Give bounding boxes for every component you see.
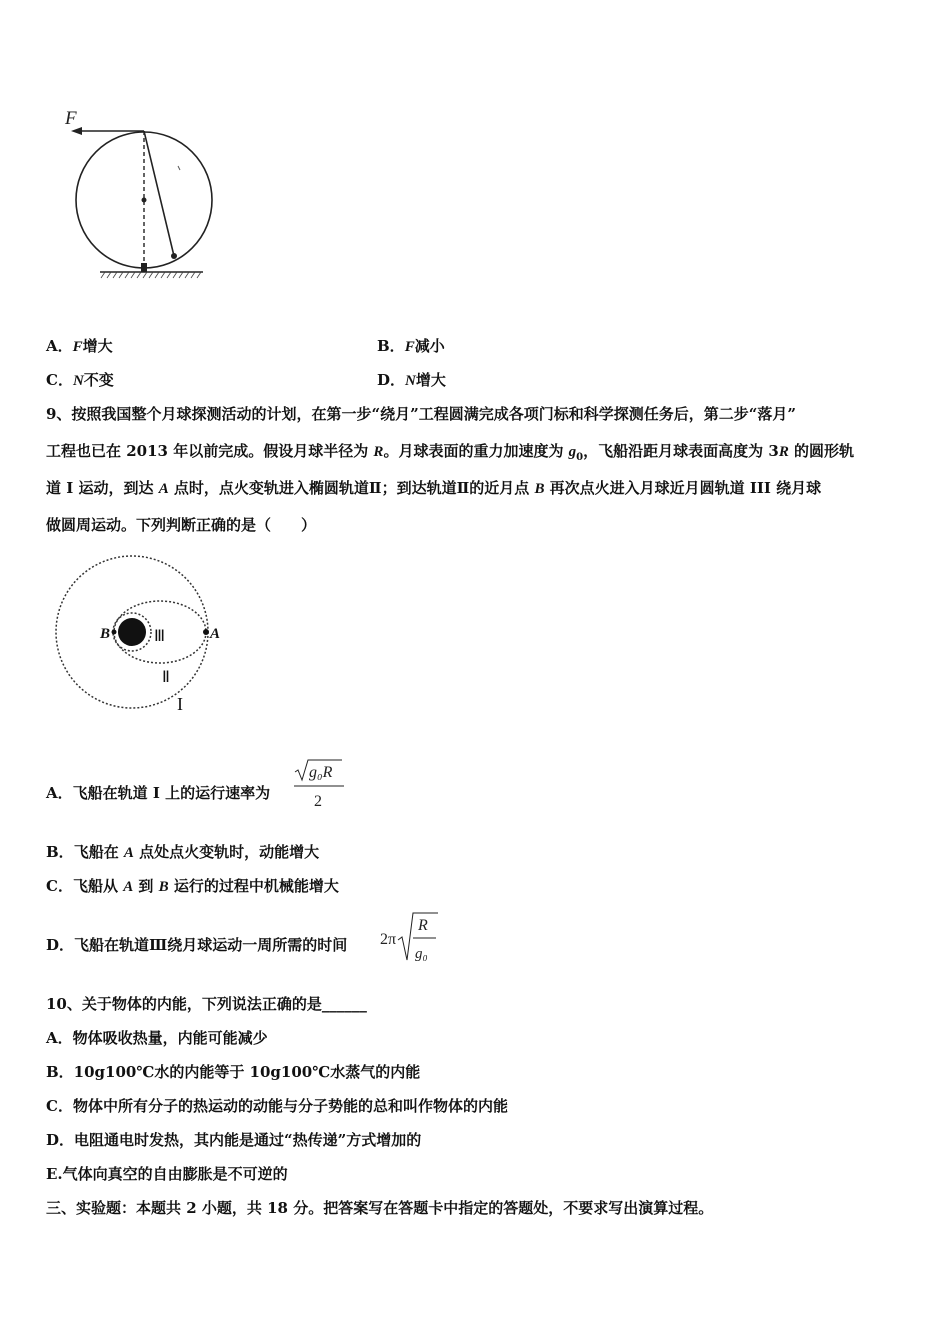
q9-line4: 做圆周运动。下列判断正确的是（ ） bbox=[46, 516, 317, 534]
q10-option-e: E.气体向真空的自由膨胀是不可逆的 bbox=[46, 1165, 288, 1183]
ring-force-figure bbox=[55, 100, 235, 290]
formula-d-denominator: g₀ bbox=[415, 946, 428, 962]
q9-line3: 道 I 运动，到达 A 点时，点火变轨进入椭圆轨道Ⅱ；到达轨道Ⅱ的近月点 B 再次点火进入月球近月圆轨道 III 绕月球 bbox=[46, 479, 822, 497]
q9-option-b: B．飞船在 A 点处点火变轨时，动能增大 bbox=[46, 843, 320, 861]
q8-option-c: C．N不变 bbox=[46, 371, 114, 389]
q10-option-b: B．10g100℃水的内能等于 10g100℃水蒸气的内能 bbox=[46, 1063, 421, 1081]
q10-stem: 10、关于物体的内能，下列说法正确的是______ bbox=[46, 995, 367, 1013]
support-post bbox=[141, 263, 147, 272]
q8-option-a: A．F增大 bbox=[46, 337, 113, 355]
q9-option-d: D．飞船在轨道Ⅲ绕月球运动一周所需的时间 bbox=[46, 936, 348, 954]
q9-option-a: A．飞船在轨道 I 上的运行速率为 bbox=[46, 784, 271, 802]
center-dot bbox=[142, 198, 147, 203]
formula-denominator: 2 bbox=[314, 793, 322, 810]
q10-option-d: D．电阻通电时发热，其内能是通过“热传递”方式增加的 bbox=[46, 1131, 422, 1149]
q8-option-d: D．N增大 bbox=[377, 371, 446, 389]
section-3-heading: 三、实验题：本题共 2 小题，共 18 分。把答案写在答题卡中指定的答题处，不要求写出演算过程。 bbox=[46, 1199, 714, 1217]
label-I: I bbox=[177, 694, 183, 714]
force-label-F: F bbox=[65, 108, 77, 129]
small-tick bbox=[178, 166, 180, 170]
formula-d-numerator: R bbox=[418, 917, 428, 934]
ground-hatching bbox=[101, 272, 201, 278]
option-a-formula bbox=[292, 758, 352, 812]
label-A: A bbox=[210, 626, 221, 642]
label-II: Ⅱ bbox=[162, 669, 170, 686]
q8-option-b: B．F减小 bbox=[377, 337, 445, 355]
orbit-figure bbox=[50, 555, 230, 725]
point-A-dot bbox=[203, 629, 209, 635]
rope-line bbox=[144, 131, 174, 256]
q9-line2: 工程也已在 2013 年以前完成。假设月球半径为 R。月球表面的重力加速度为 $g_0$，飞船沿距月球表面高度为 3R 的圆形轨 bbox=[46, 442, 855, 463]
label-III: Ⅲ bbox=[154, 628, 166, 645]
q10-option-a: A．物体吸收热量，内能可能减少 bbox=[46, 1029, 268, 1047]
q9-option-c: C．飞船从 A 到 B 运行的过程中机械能增大 bbox=[46, 877, 339, 895]
q10-option-c: C．物体中所有分子的热运动的动能与分子势能的总和叫作物体的内能 bbox=[46, 1097, 508, 1115]
point-B-dot bbox=[112, 630, 117, 635]
q9-line1: 9、按照我国整个月球探测活动的计划，在第一步“绕月”工程圆满完成各项门标和科学探测任务后，第二步“落月” bbox=[46, 405, 796, 423]
bead-dot bbox=[171, 253, 177, 259]
option-d-formula bbox=[378, 910, 448, 970]
label-B: B bbox=[100, 626, 111, 642]
formula-numerator: g₀R bbox=[309, 764, 333, 781]
formula-coefficient: 2π bbox=[380, 931, 397, 948]
moon bbox=[118, 618, 146, 646]
